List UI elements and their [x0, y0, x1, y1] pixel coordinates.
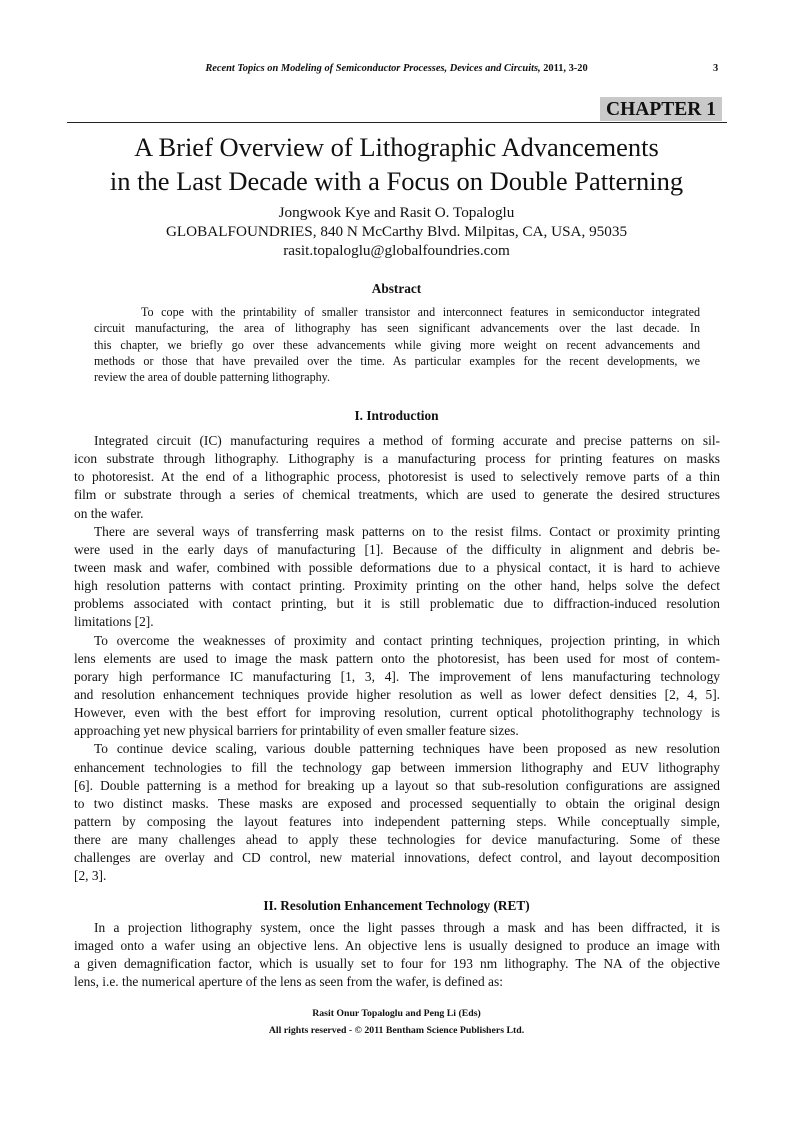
section-body-ret: [74, 919, 720, 992]
text-line: lens, i.e. the numerical aperture of the lens as seen from the wafer, is defined as:: [74, 974, 503, 990]
affiliation: GLOBALFOUNDRIES, 840 N McCarthy Blvd. Milpitas, CA, USA, 95035: [165, 223, 628, 240]
text-line: pattern by composing the layout features into independent patterning steps. While conceptually simple,: [74, 813, 720, 829]
authors: Jongwook Kye and Rasit O. Topaloglu: [278, 204, 515, 221]
text-line: icon substrate through lithography. Lithography is a manufacturing process for printing features on masks: [74, 451, 720, 467]
email: rasit.topaloglu@globalfoundries.com: [283, 242, 510, 259]
paragraph: [74, 919, 720, 992]
paragraph: [74, 740, 720, 885]
text-line: were used in the early days of manufacturing [1]. Because of the difficulty in alignment and debris be-: [74, 541, 720, 557]
text-line: film or substrate through a series of chemical treatments, which are used to generate the desired structures: [74, 487, 720, 503]
text-line: imaged onto a wafer using an objective lens. An objective lens is usually designed to produce an image with: [74, 938, 720, 954]
text-line: Integrated circuit (IC) manufacturing requires a method of forming accurate and precise patterns on sil-: [94, 433, 720, 448]
section-heading-introduction: I. Introduction: [354, 408, 439, 423]
abstract-heading: Abstract: [371, 281, 422, 296]
text-line: challenges are overlay and CD control, new material innovations, defect control, and layout decomposition: [74, 850, 720, 866]
running-header: [0, 63, 793, 74]
text-line: there are many challenges ahead to apply these technologies for device manufacturing. Some of these: [74, 832, 720, 848]
text-line: and resolution enhancement techniques provide higher resolution as well as lower defect densities [2, 4, 5].: [74, 686, 720, 702]
text-line: to two distinct masks. These masks are exposed and processed sequentially to obtain the original design: [74, 795, 720, 811]
abstract-line: review the area of double patterning lithography.: [94, 370, 330, 385]
abstract-line: To cope with the printability of smaller transistor and interconnect features in semiconductor integrated: [141, 305, 700, 319]
page-number: 3: [713, 63, 719, 74]
text-line: limitations [2].: [74, 614, 154, 630]
text-line: [2, 3].: [74, 868, 107, 884]
text-line: enhancement technologies to fill the technology gap between immersion lithography and EUV lithography: [74, 759, 720, 775]
footer-copyright: All rights reserved - © 2011 Bentham Science Publishers Ltd.: [268, 1025, 525, 1036]
text-line: tween mask and wafer, combined with possible deformations due to a physical contact, it is hard to achieve: [74, 559, 720, 575]
header-rule: [67, 122, 727, 123]
text-line: To overcome the weaknesses of proximity and contact printing techniques, projection printing, in which: [94, 632, 720, 648]
text-line: [6]. Double patterning is a method for breaking up a layout so that sub-resolution configurations are assigned: [74, 777, 720, 793]
footer-editors: Rasit Onur Topaloglu and Peng Li (Eds): [312, 1008, 481, 1019]
title-line-1: A Brief Overview of Lithographic Advancements: [134, 132, 659, 162]
text-line: However, even with the best effort for improving resolution, current optical photolithography technology is: [74, 705, 720, 721]
journal-year-pages: 2011, 3-20: [540, 63, 588, 74]
title-line-2: in the Last Decade with a Focus on Double Patterning: [109, 166, 684, 196]
chapter-label: CHAPTER 1: [600, 97, 722, 121]
text-line: lens elements are used to image the mask pattern onto the photoresist, has been used for most of contem-: [74, 650, 720, 666]
paragraph: [74, 523, 720, 632]
abstract-line: this chapter, we briefly go over these advancements while giving more weight on recent advancements and: [94, 337, 700, 352]
journal-name: Recent Topics on Modeling of Semiconductor Processes, Devices and Circuits,: [205, 63, 541, 74]
text-line: There are several ways of transferring mask patterns on to the resist films. Contact or proximity printing: [94, 523, 720, 539]
text-line: To continue device scaling, various double patterning techniques have been proposed as new resolution: [94, 741, 720, 757]
abstract-line: circuit manufacturing, the area of lithography has seen significant advancements over the last decade. In: [94, 321, 700, 336]
text-line: to photoresist. At the end of a lithographic process, photoresist is used to selectively remove parts of a thin: [74, 469, 720, 485]
paragraph: [74, 632, 720, 741]
abstract-body: [94, 304, 700, 385]
text-line: approaching yet new physical barriers for printability of even smaller feature sizes.: [74, 723, 519, 739]
text-line: on the wafer.: [74, 505, 144, 521]
paragraph: [74, 432, 720, 523]
text-line: high resolution patterns with contact printing. Proximity printing on the other hand, helps solve the defect: [74, 578, 720, 594]
text-line: problems associated with contact printing, but it is still problematic due to diffraction-induced resolution: [74, 596, 720, 612]
section-heading-ret: II. Resolution Enhancement Technology (RET): [263, 898, 530, 913]
text-line: In a projection lithography system, once the light passes through a mask and has been diffracted, it is: [94, 920, 720, 935]
text-line: porary high performance IC manufacturing [1, 3, 4]. The improvement of lens manufacturing technology: [74, 668, 720, 684]
text-line: a given demagnification factor, which is usually set to four for 193 nm lithography. The NA of the objective: [74, 956, 720, 972]
section-body-introduction: [74, 432, 720, 886]
abstract-line: methods or those that have prevailed over the time. As particular examples for the recent developments, we: [94, 353, 700, 368]
